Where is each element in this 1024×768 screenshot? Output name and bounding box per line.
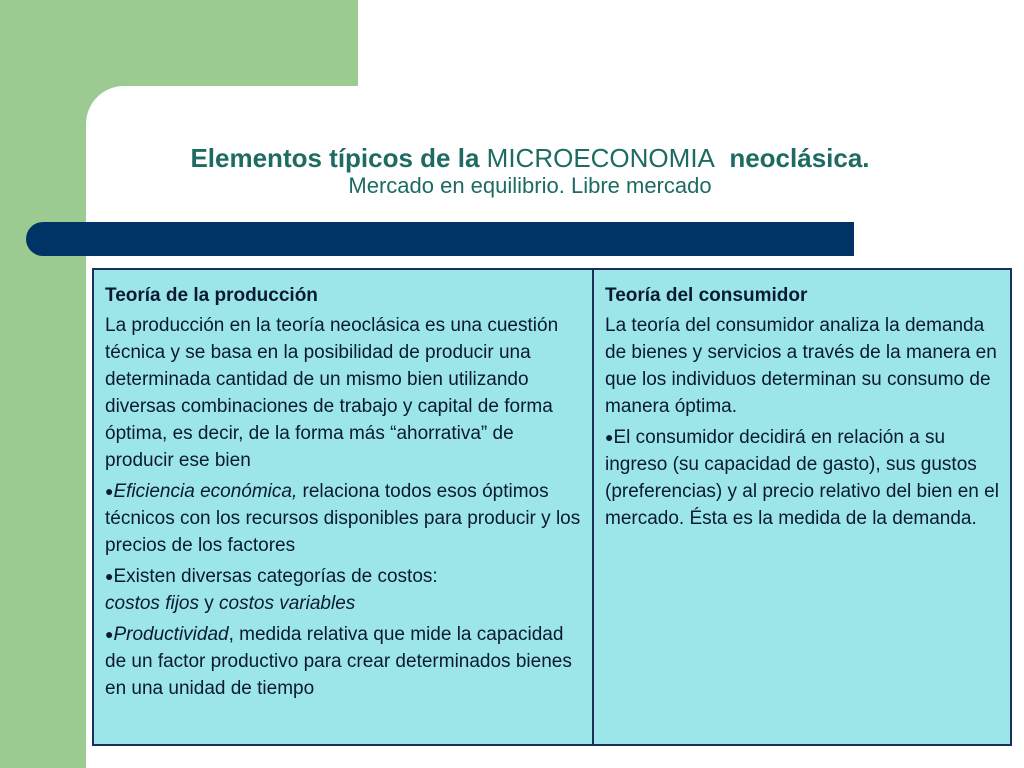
costs-text: Existen diversas categorías de costos: <box>113 566 438 587</box>
costs-connector: y <box>198 593 220 614</box>
slide-subtitle: Mercado en equilibrio. Libre mercado <box>348 173 712 198</box>
bullet-dot-icon: ● <box>105 568 114 584</box>
consumer-bullet-decision <box>605 424 1000 532</box>
production-heading: Teoría de la producción <box>105 285 318 306</box>
bullet-dot-icon: ● <box>105 483 114 499</box>
content-table <box>92 268 1012 746</box>
efficiency-term: Eficiencia económica, <box>113 481 298 502</box>
production-bullet-productivity <box>105 621 582 702</box>
decorative-white-top <box>358 0 1024 86</box>
title-part2: MICROECONOMIA <box>486 143 715 173</box>
bullet-dot-icon: ● <box>105 626 114 642</box>
slide-title <box>120 143 940 199</box>
productivity-term: Productividad <box>113 624 229 645</box>
variable-costs-term: costos variables <box>219 593 356 614</box>
production-bullet-costs <box>105 563 582 617</box>
fixed-costs-term: costos fijos <box>105 593 199 614</box>
consumer-column <box>593 269 1011 745</box>
title-part1: Elementos típicos de la <box>190 143 487 173</box>
productivity-text: , medida relativa que mide la capacidad de un factor productivo para crear determinados bienes en una unidad de tiempo <box>105 624 572 699</box>
title-part3: neoclásica. <box>714 143 870 173</box>
production-bullet-efficiency <box>105 478 582 559</box>
production-column <box>93 269 593 745</box>
consumer-heading: Teoría del consumidor <box>605 285 808 306</box>
decorative-navy-bar <box>26 222 854 256</box>
consumer-intro: La teoría del consumidor analiza la demanda de bienes y servicios a través de la manera en que los individuos determinan su consumo de manera óptima. <box>605 315 997 417</box>
production-intro: La producción en la teoría neoclásica es una cuestión técnica y se basa en la posibilidad de producir una determinada cantidad de un mismo bien utilizando diversas combinaciones de trabajo y capital de forma óptima, es decir, de la forma más “ahorrativa” de producir ese bien <box>105 315 559 471</box>
bullet-dot-icon: ● <box>605 429 614 445</box>
title-line <box>120 143 940 173</box>
efficiency-text: relaciona todos esos óptimos técnicos con los recursos disponibles para producir y los precios de los factores <box>105 481 581 556</box>
consumer-decision-text: El consumidor decidirá en relación a su ingreso (su capacidad de gasto), sus gustos (preferencias) y al precio relativo del bien en el mercado. Ésta es la medida de la demanda. <box>605 427 999 529</box>
